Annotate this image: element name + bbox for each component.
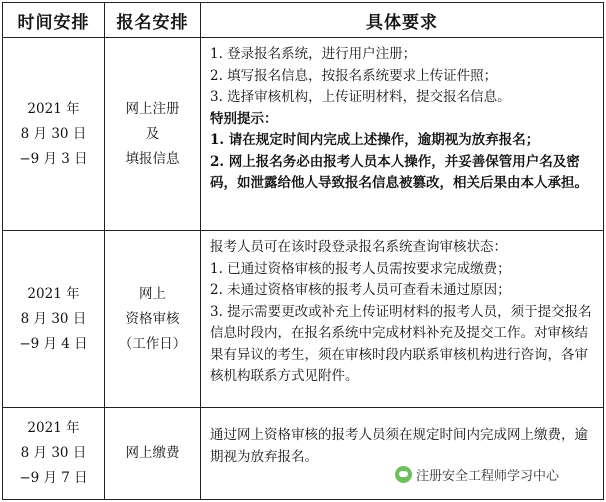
requirement-item: 3. 选择审核机构，上传证明材料，提交报名信息。 xyxy=(210,89,511,105)
time-year: 2021 年 xyxy=(27,100,80,117)
arrangement-cell xyxy=(105,408,201,500)
time-year: 2021 年 xyxy=(27,285,80,302)
arrangement-cell xyxy=(105,38,201,231)
time-year: 2021 年 xyxy=(27,420,80,436)
header-row xyxy=(3,3,604,38)
requirements-cell xyxy=(201,38,604,231)
time-end: −9 月 4 日 xyxy=(19,335,88,352)
arrangement-line: 网上缴费 xyxy=(125,445,180,461)
arrangement-line: 填报信息 xyxy=(125,150,180,167)
requirement-item: 2. 填写报名信息，按报名系统要求上传证件照； xyxy=(210,67,498,84)
special-notice-item: 1. 请在规定时间内完成上述操作，逾期视为放弃报名； xyxy=(210,132,540,148)
time-cell xyxy=(3,408,105,500)
special-notice-item: 2. 网上报名务必由报考人员本人操作，并妥善保管用户名及密码，如泄露给他人导致报名信息被篡改，相关后果由本人承担。 xyxy=(210,153,588,191)
schedule-table xyxy=(2,2,604,500)
table-row xyxy=(3,38,604,231)
requirement-item: 2. 未通过资格审核的报考人员可查看未通过原因； xyxy=(210,282,511,298)
watermark-text: 注册安全工程师学习中心 xyxy=(416,469,560,484)
time-end: −9 月 7 日 xyxy=(19,470,88,486)
time-start: 8 月 30 日 xyxy=(20,310,87,327)
arrangement-line: 网上 xyxy=(139,285,166,302)
arrangement-cell xyxy=(105,231,201,408)
arrangement-line: 资格审核 xyxy=(125,310,180,327)
time-start: 8 月 30 日 xyxy=(20,125,87,142)
header-time: 时间安排 xyxy=(3,3,105,38)
requirement-item: 3. 提示需要更改或补充上传证明材料的报考人员，须于提交报名信息时段内，在报名系统中完成材料补充及提交工作。对审核结果有异议的考生，须在审核时段内联系审核机构进行咨询，各审核机构联系方式见附件。 xyxy=(210,303,592,384)
time-start: 8 月 30 日 xyxy=(20,445,87,461)
time-cell xyxy=(3,38,105,231)
requirement-item: 1. 登录报名系统，进行用户注册； xyxy=(210,46,417,62)
arrangement-line: 网上注册 xyxy=(125,100,180,117)
requirement-item: 1. 已通过资格审核的报考人员需按要求完成缴费； xyxy=(210,260,511,277)
requirement-item: 报考人员可在该时段登录报名系统查询审核状态： xyxy=(210,239,507,255)
requirement-item: 通过网上资格审核的报考人员须在规定时间内完成网上缴费，逾期视为放弃报名。 xyxy=(210,427,588,465)
arrangement-line: （工作日） xyxy=(118,335,187,352)
time-cell xyxy=(3,231,105,408)
header-requirements: 具体要求 xyxy=(201,3,604,38)
wechat-icon xyxy=(395,466,412,483)
header-arrangement: 报名安排 xyxy=(105,3,201,38)
special-notice-title: 特别提示： xyxy=(210,110,278,127)
table-row xyxy=(3,408,604,500)
arrangement-line: 及 xyxy=(145,125,160,142)
requirements-cell xyxy=(201,408,604,500)
requirements-cell xyxy=(201,231,604,408)
table-row xyxy=(3,231,604,408)
time-end: −9 月 3 日 xyxy=(19,150,88,167)
watermark xyxy=(395,465,559,484)
